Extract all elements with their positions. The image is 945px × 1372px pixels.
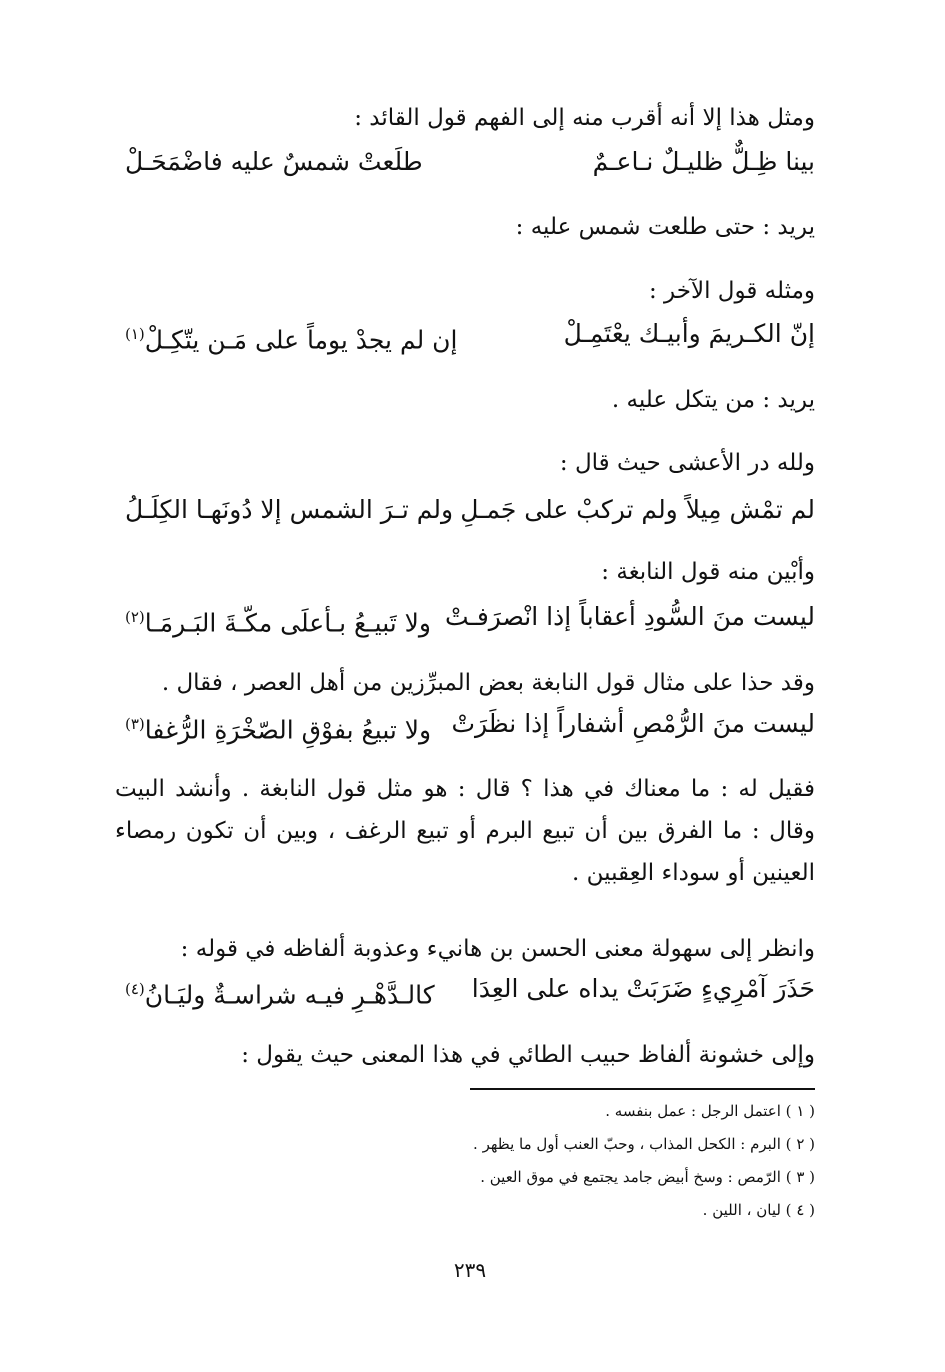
footnote-separator — [470, 1088, 815, 1090]
text-line: ومثل هذا إلا أنه أقرب منه إلى الفهم قول القائد : — [354, 105, 815, 131]
verse-second-hemistich: إن لم يجدْ يوماً على مَـن يتّكِـلْ — [144, 325, 458, 355]
footnote-ref: (٢) — [125, 608, 145, 626]
verse-second-hemistich: ولم تـرَ الشمس إلا دُونَهـا الكِلَـلُ — [125, 495, 454, 524]
verse-second-hemistich: طلَعتْ شمسٌ عليه فاضْمَحَـلْ — [125, 147, 423, 176]
page-number: ٢٣٩ — [453, 1258, 487, 1282]
text-line: وأبْين منه قول النابغة : — [601, 559, 815, 585]
verse-second-hemistich: ولا تَبيـعُ بـأعلَى مكّـةَ البَـرمَـا — [144, 608, 431, 638]
text-line: يريد : حتى طلعت شمس عليه : — [515, 214, 815, 240]
verse-first-hemistich: حَذَرَ آمْرِيءٍ ضَرَبَتْ يداه على العِدَا — [471, 974, 815, 1003]
footnote: ( ٢ ) البرم : الكحل المذاب ، وحبّ العنب أول ما يظهر . — [473, 1135, 815, 1153]
verse-first-hemistich: ليست منَ السُّودِ أعقاباً إذا انْصرَفـتْ — [444, 602, 815, 631]
verse-first-hemistich: بينا ظِـلٌّ ظليـلٌ نـاعـمٌ — [592, 147, 815, 176]
verse-first-hemistich: إنّ الكـريمَ وأبيـك يعْتَمِـلْ — [563, 319, 815, 348]
text-line: ومثله قول الآخر : — [649, 278, 815, 304]
paragraph: فقيل له : ما معناك في هذا ؟ قال : هو مثل قول النابغة . وأنشد البيت وقال : ما الفرق بين أن تبيع البرم أو تبيع الرغف ، وبين أن تكون رمصاء العينين أو سوداء العِقبين . — [115, 776, 815, 886]
footnote-ref: (٣) — [125, 715, 145, 733]
text-line: ولله در الأعشى حيث قال : — [559, 450, 815, 476]
footnote: ( ٤ ) ليان ، اللين . — [702, 1201, 815, 1219]
text-line: يريد : من يتكل عليه . — [611, 387, 815, 413]
verse-first-hemistich: لم تمْش مِيلاً ولم تركبْ على جَمـلِ — [460, 495, 815, 524]
footnote-ref: (١) — [125, 325, 145, 343]
verse-first-hemistich: ليست منَ الرُّمْصِ أشفاراً إذا نظَرَتْ — [451, 709, 815, 738]
footnote-ref: (٤) — [125, 980, 145, 998]
verse-second-hemistich: كالـدَّهْـرِ فيـه شراسـةٌ وليَـانُ — [144, 980, 435, 1010]
text-line: وإلى خشونة ألفاظ حبيب الطائي في هذا المعنى حيث يقول : — [241, 1042, 815, 1068]
footnote: ( ١ ) اعتمل الرجل : عمل بنفسه . — [605, 1102, 815, 1120]
footnote: ( ٣ ) الرّمص : وسخ أبيض جامد يجتمع في موق العين . — [480, 1168, 815, 1186]
text-line: وقد حذا على مثال قول النابغة بعض المبرِّزين من أهل العصر ، فقال . — [161, 670, 815, 696]
verse-second-hemistich: ولا تبيعُ بفوْقِ الصّخْرَةِ الرُّغفا — [144, 715, 432, 745]
text-line: وانظر إلى سهولة معنى الحسن بن هانيء وعذوبة ألفاظه في قوله : — [180, 936, 815, 962]
